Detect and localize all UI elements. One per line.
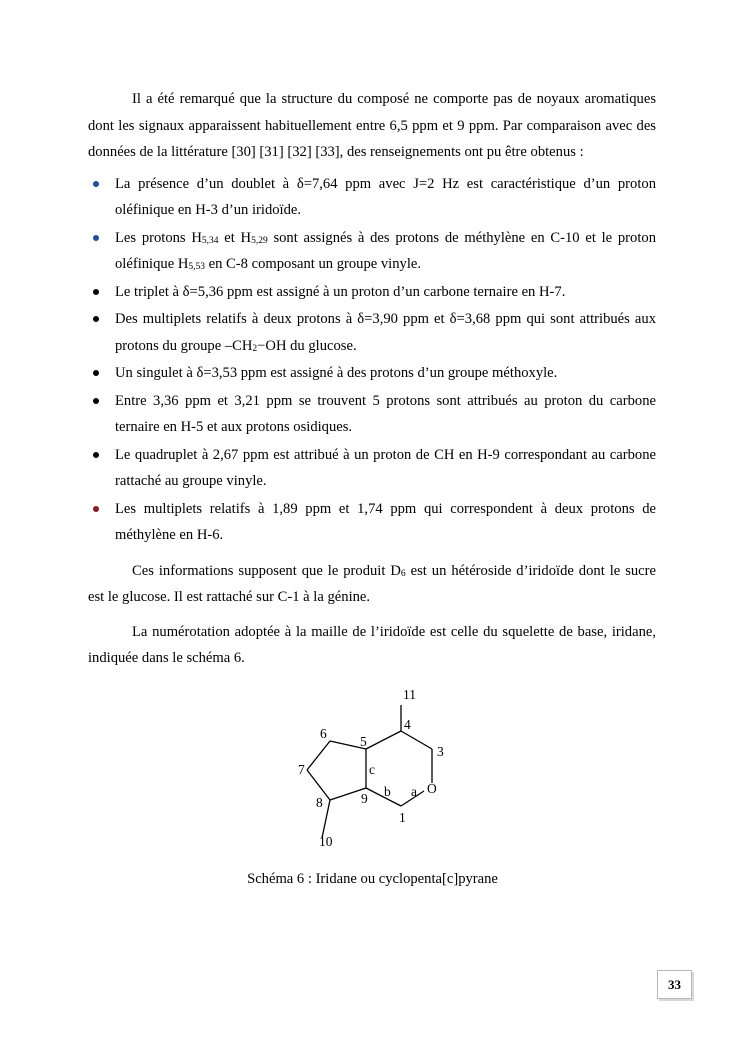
- list-item: Un singulet à δ=3,53 ppm est assigné à des protons d’un groupe méthoxyle.: [88, 360, 656, 387]
- page-body: [88, 86, 656, 672]
- bond-label-a: a: [411, 784, 417, 799]
- numbering-paragraph: La numérotation adoptée à la maille de l’iridoïde est celle du squelette de base, iridane, indiquée dans le schéma 6.: [88, 623, 656, 666]
- page-number: 33: [657, 970, 692, 999]
- atom-label-9: 9: [361, 791, 368, 806]
- atom-label-1: 1: [399, 810, 406, 825]
- list-item: Le triplet à δ=5,36 ppm est assigné à un proton d’un carbone ternaire en H-7.: [88, 279, 656, 306]
- atom-label-6: 6: [320, 726, 327, 741]
- iridane-structure-figure: [0, 682, 745, 852]
- bond-label-b: b: [384, 784, 391, 799]
- intro-paragraph: Il a été remarqué que la structure du composé ne comporte pas de noyaux aromatiques dont les signaux apparaissent habituellement entre 6,5 ppm et 9 ppm. Par comparaison avec des données de la littérature [30] [31] [32] [33], des renseignements ont pu être obtenus :: [88, 91, 656, 160]
- list-item: Entre 3,36 ppm et 3,21 ppm se trouvent 5 protons sont attribués au proton du carbone ternaire en H-5 et aux protons osidiques.: [88, 388, 656, 441]
- list-item: Des multiplets relatifs à deux protons à δ=3,90 ppm et δ=3,68 ppm qui sont attribués aux protons du groupe $-CH_2-OH$ du glucose.: [88, 306, 656, 359]
- bond-8-10: [322, 800, 330, 838]
- atom-label-11: 11: [403, 687, 416, 702]
- atom-label-7: 7: [298, 762, 305, 777]
- atom-label-5: 5: [360, 734, 367, 749]
- atom-label-8: 8: [316, 795, 323, 810]
- iridane-structure-diagram: [0, 682, 745, 852]
- atom-label-10: 10: [319, 834, 333, 849]
- list-item: Les protons $H_{5,34}$ et $H_{5,29}$ sont assignés à des protons de méthylène en C-10 et le proton oléfinique $H_{5,53}$ en C-8 composant un groupe vinyle.: [88, 225, 656, 278]
- bond-label-c: c: [369, 762, 375, 777]
- bond-5-4: [366, 731, 401, 749]
- atom-label-oxygen: O: [427, 781, 437, 796]
- atom-label-4: 4: [404, 717, 411, 732]
- figure-caption: Schéma 6 : Iridane ou cyclopenta[c]pyrane: [247, 871, 498, 887]
- list-item: Les multiplets relatifs à 1,89 ppm et 1,74 ppm qui correspondent à deux protons de méthylène en H-6.: [88, 496, 656, 549]
- nmr-observations-list: [88, 171, 656, 549]
- conclusion-paragraph: Ces informations supposent que le produit $D_6$ est un hétéroside d’iridoïde dont le sucre est le glucose. Il est rattaché sur C-1 à la génine.: [88, 562, 656, 605]
- bond-4-3: [401, 731, 432, 749]
- structure-labels: [298, 687, 444, 849]
- bond-6-7: [307, 741, 330, 770]
- atom-label-3: 3: [437, 744, 444, 759]
- list-item: Le quadruplet à 2,67 ppm est attribué à un proton de CH en H-9 correspondant au carbone rattaché au groupe vinyle.: [88, 442, 656, 495]
- list-item: La présence d’un doublet à δ=7,64 ppm avec J=2 Hz est caractéristique d’un proton oléfinique en H-3 d’un iridoïde.: [88, 171, 656, 224]
